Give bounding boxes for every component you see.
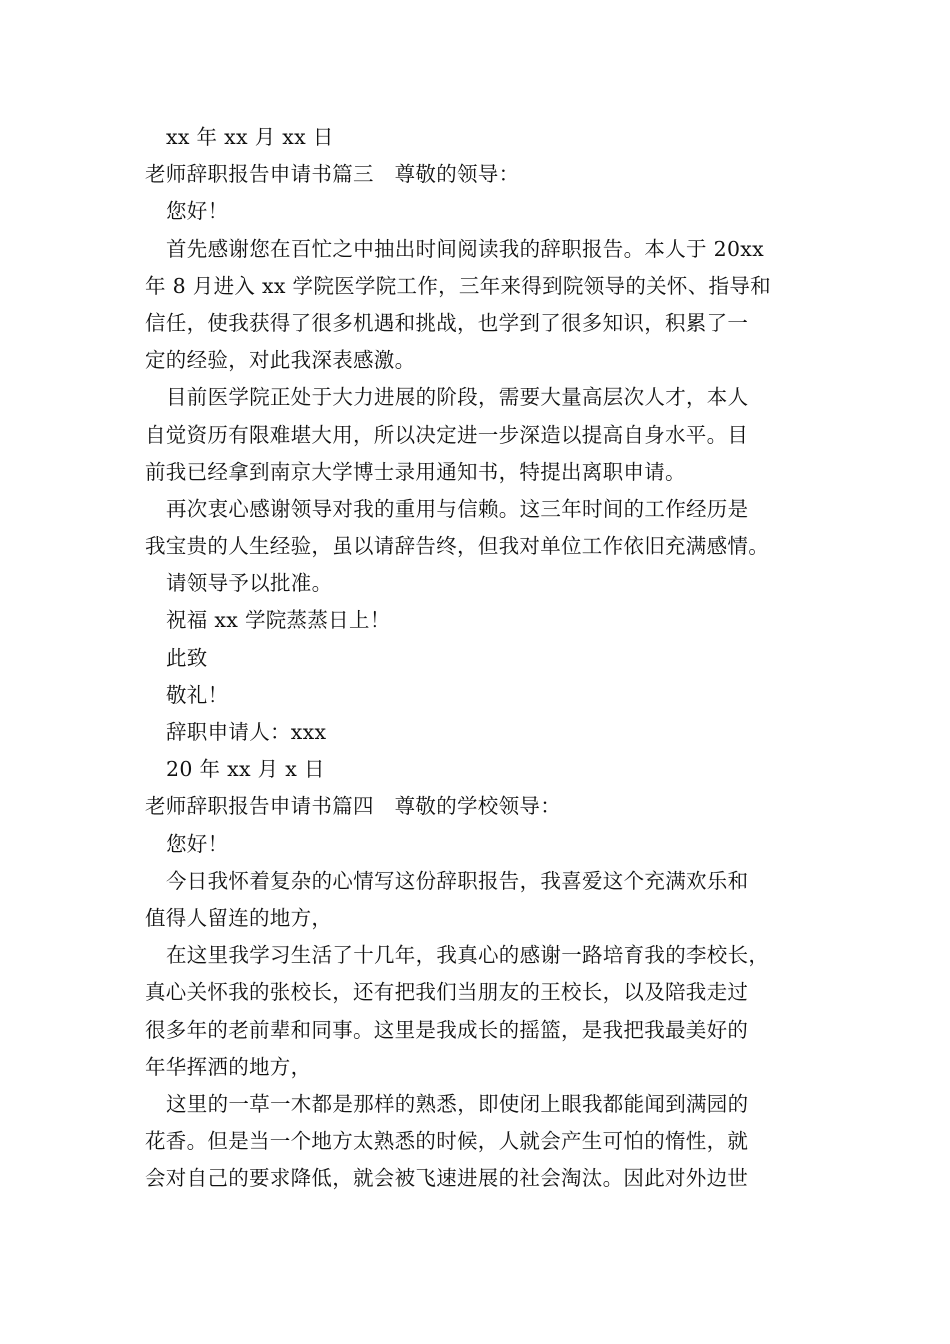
text-line: 值得人留连的地方， bbox=[145, 905, 333, 930]
text-line: 请领导予以批准。 bbox=[166, 571, 333, 596]
text-line: 信任，使我获得了很多机遇和挑战，也学到了很多知识，积累了一 bbox=[145, 310, 749, 335]
text-line: 首先感谢您在百忙之中抽出时间阅读我的辞职报告。本人于 20xx bbox=[166, 236, 765, 261]
text-line: 此致 bbox=[166, 645, 208, 670]
text-line: 前我已经拿到南京大学博士录用通知书，特提出离职申请。 bbox=[145, 459, 686, 484]
text-line: 真心关怀我的张校长，还有把我们当朋友的王校长，以及陪我走过 bbox=[145, 980, 749, 1005]
text-line: 很多年的老前辈和同事。这里是我成长的摇篮，是我把我最美好的 bbox=[145, 1017, 749, 1042]
document-page bbox=[145, 119, 810, 1197]
text-line: 年华挥洒的地方， bbox=[145, 1054, 312, 1079]
text-line: 再次衷心感谢领导对我的重用与信赖。这三年时间的工作经历是 bbox=[166, 496, 749, 521]
text-line: 老师辞职报告申请书篇三 尊敬的领导： bbox=[145, 162, 520, 187]
text-line: 花香。但是当一个地方太熟悉的时候，人就会产生可怕的惰性，就 bbox=[145, 1129, 749, 1154]
text-line: 我宝贵的人生经验，虽以请辞告终，但我对单位工作依旧充满感情。 bbox=[145, 534, 769, 559]
text-line: 年 8 月进入 xx 学院医学院工作，三年来得到院领导的关怀、指导和 bbox=[145, 273, 771, 298]
text-line: 在这里我学习生活了十几年，我真心的感谢一路培育我的李校长， bbox=[166, 943, 770, 968]
text-line: 老师辞职报告申请书篇四 尊敬的学校领导： bbox=[145, 794, 561, 819]
text-line: 20 年 xx 月 x 日 bbox=[166, 757, 325, 782]
text-line: 您好！ bbox=[166, 199, 229, 224]
text-line: 您好！ bbox=[166, 831, 229, 856]
text-line: 敬礼！ bbox=[166, 682, 229, 707]
text-line: 辞职申请人：xxx bbox=[166, 720, 327, 744]
text-line: 自觉资历有限难堪大用，所以决定进一步深造以提高自身水平。目 bbox=[145, 422, 749, 447]
text-line: 祝福 xx 学院蒸蒸日上！ bbox=[166, 608, 391, 633]
text-line: 会对自己的要求降低，就会被飞速进展的社会淘汰。因此对外边世 bbox=[145, 1166, 749, 1191]
text-line: xx 年 xx 月 xx 日 bbox=[166, 125, 334, 149]
text-line: 这里的一草一木都是那样的熟悉，即使闭上眼我都能闻到满园的 bbox=[166, 1091, 749, 1116]
text-line: 目前医学院正处于大力进展的阶段，需要大量高层次人才，本人 bbox=[166, 385, 749, 410]
text-line: 定的经验，对此我深表感激。 bbox=[145, 348, 416, 373]
text-line: 今日我怀着复杂的心情写这份辞职报告，我喜爱这个充满欢乐和 bbox=[166, 868, 749, 893]
